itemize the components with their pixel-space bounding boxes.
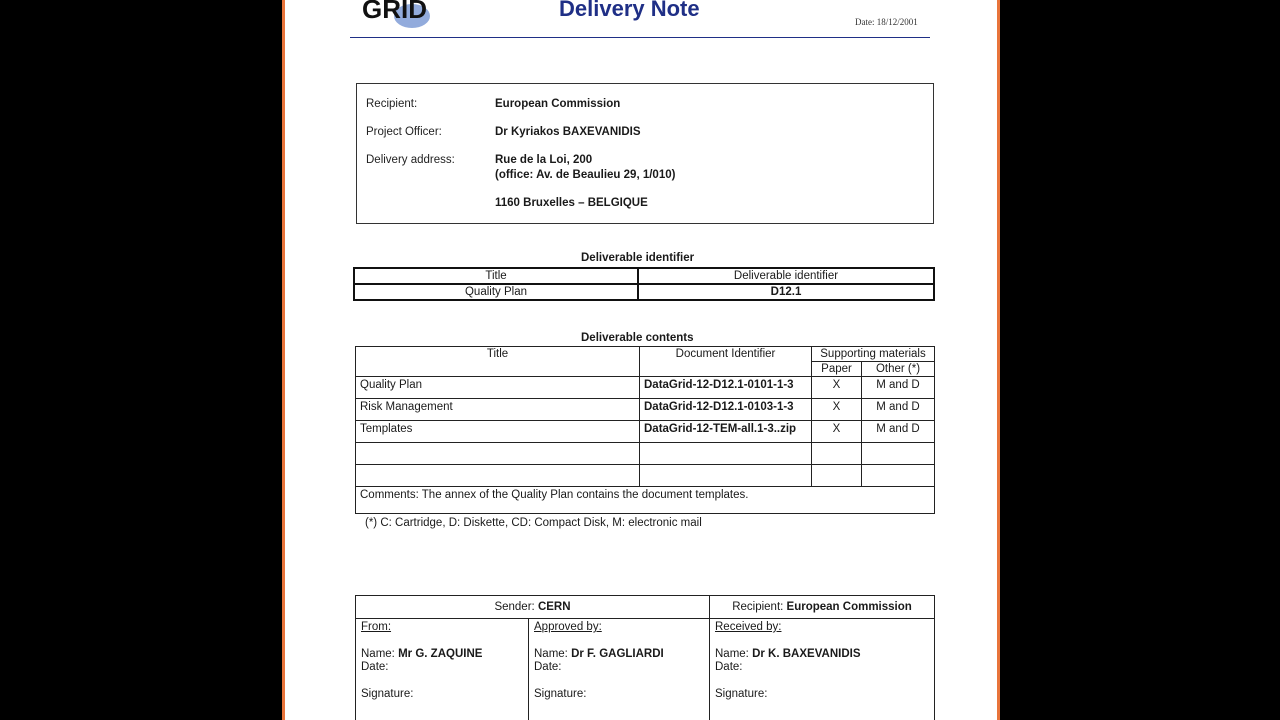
row-other: M and D [862, 399, 935, 421]
received-name-line [715, 648, 929, 661]
row-paper: X [812, 421, 862, 443]
contents-table [355, 346, 935, 514]
identifier-title: Quality Plan [354, 284, 638, 300]
received-name: Dr K. BAXEVANIDIS [752, 648, 861, 660]
document-date: Date: 18/12/2001 [855, 17, 918, 27]
datagrid-logo [360, 0, 460, 34]
document-page [285, 0, 997, 720]
comments-row [356, 487, 935, 514]
contents-header-other: Other (*) [862, 362, 935, 377]
from-cell [356, 619, 529, 720]
row-title: Quality Plan [356, 377, 640, 399]
row-title: Templates [356, 421, 640, 443]
contents-header-supporting: Supporting materials [812, 347, 935, 362]
delivery-address-label: Delivery address: [366, 154, 455, 166]
row-doc-id: DataGrid-12-D12.1-0101-1-3 [640, 377, 812, 399]
received-cell [710, 619, 935, 720]
project-officer-label: Project Officer: [366, 126, 442, 138]
approved-cell [529, 619, 710, 720]
recipient-label: Recipient: [366, 98, 418, 110]
identifier-header-id: Deliverable identifier [638, 268, 934, 284]
logo-graphic [360, 0, 460, 34]
from-date-label: Date: [361, 661, 389, 673]
approved-name-line [534, 648, 704, 661]
identifier-header-row [354, 268, 934, 284]
recipient-box [356, 83, 934, 224]
logo-text: GRID [362, 0, 427, 24]
row-title: Risk Management [356, 399, 640, 421]
table-row [356, 421, 935, 443]
comments-text: Comments: The annex of the Quality Plan contains the document templates. [356, 487, 935, 514]
sender-label: Sender: [494, 601, 535, 613]
identifier-header-title: Title [354, 268, 638, 284]
identifier-row [354, 284, 934, 300]
row-other: M and D [862, 421, 935, 443]
sender-value: CERN [537, 601, 571, 613]
recipient-header [710, 596, 935, 619]
contents-caption: Deliverable contents [581, 332, 694, 344]
table-row [356, 399, 935, 421]
page-title: Delivery Note [559, 0, 700, 21]
table-row [356, 377, 935, 399]
approved-name-label: Name: [534, 648, 568, 660]
recipient-header-value: European Commission [786, 601, 912, 613]
approved-name: Dr F. GAGLIARDI [571, 648, 664, 660]
contents-header-paper: Paper [812, 362, 862, 377]
header-divider [350, 37, 930, 38]
row-doc-id: DataGrid-12-TEM-all.1-3..zip [640, 421, 812, 443]
identifier-value: D12.1 [638, 284, 934, 300]
signature-header-row [356, 596, 935, 619]
table-row-empty [356, 465, 935, 487]
table-row-empty [356, 443, 935, 465]
row-doc-id: DataGrid-12-D12.1-0103-1-3 [640, 399, 812, 421]
received-heading: Received by: [715, 621, 782, 633]
row-other: M and D [862, 377, 935, 399]
from-heading: From: [361, 621, 392, 633]
approved-signature-label: Signature: [534, 688, 587, 700]
delivery-address-line1: Rue de la Loi, 200 [495, 154, 593, 166]
signature-table [355, 595, 935, 720]
recipient-value: European Commission [495, 98, 621, 110]
delivery-address-line2: (office: Av. de Beaulieu 29, 1/010) [495, 169, 676, 181]
received-date-label: Date: [715, 661, 743, 673]
row-paper: X [812, 399, 862, 421]
identifier-table [353, 267, 935, 301]
contents-header-title: Title [356, 347, 640, 377]
row-paper: X [812, 377, 862, 399]
footnote: (*) C: Cartridge, D: Diskette, CD: Compact Disk, M: electronic mail [365, 517, 702, 529]
contents-header-row [356, 347, 935, 362]
delivery-address-line3: 1160 Bruxelles – BELGIQUE [495, 197, 648, 209]
approved-date-label: Date: [534, 661, 562, 673]
contents-header-docid: Document Identifier [640, 347, 812, 377]
from-name: Mr G. ZAQUINE [398, 648, 483, 660]
identifier-caption: Deliverable identifier [581, 252, 695, 264]
received-signature-label: Signature: [715, 688, 768, 700]
signature-row [356, 619, 935, 720]
sender-header [356, 596, 710, 619]
from-name-label: Name: [361, 648, 395, 660]
received-name-label: Name: [715, 648, 749, 660]
recipient-header-label: Recipient: [732, 601, 784, 613]
approved-heading: Approved by: [534, 621, 602, 633]
from-name-line [361, 648, 523, 661]
from-signature-label: Signature: [361, 688, 414, 700]
project-officer-value: Dr Kyriakos BAXEVANIDIS [495, 126, 641, 138]
